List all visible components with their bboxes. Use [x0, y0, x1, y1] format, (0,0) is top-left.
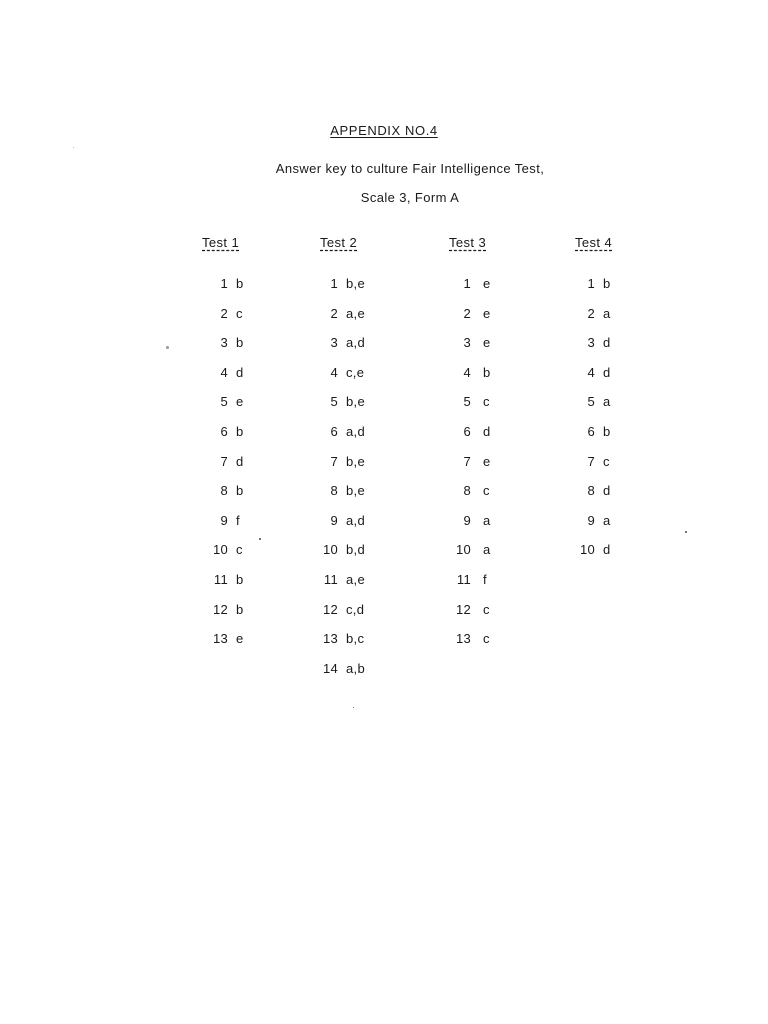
question-number: 9: [330, 512, 338, 528]
question-number: 5: [330, 394, 338, 410]
answer-row: [202, 424, 322, 454]
question-number: 7: [330, 453, 338, 469]
answer-row: [449, 394, 569, 424]
answer-row: [202, 365, 322, 395]
answer-row: [449, 335, 569, 365]
answer-value: b: [236, 483, 244, 499]
answer-row: [449, 365, 569, 395]
answer-value: d: [603, 542, 611, 558]
answer-row: [449, 424, 569, 454]
question-number: 10: [322, 542, 338, 558]
answer-value: a,b: [346, 660, 365, 676]
question-number: 10: [455, 542, 471, 558]
answer-value: d: [603, 483, 611, 499]
answer-row: [202, 631, 322, 661]
question-number: 8: [463, 483, 471, 499]
question-number: 11: [323, 571, 338, 587]
answer-row: [449, 542, 569, 572]
answer-value: b,e: [346, 276, 365, 291]
answer-row: [320, 394, 440, 424]
answer-value: a: [483, 512, 491, 528]
question-number: 12: [455, 601, 471, 617]
answer-value: c: [483, 483, 490, 499]
scan-speck: [73, 147, 74, 148]
answer-row: [449, 454, 569, 484]
question-number: 11: [456, 571, 471, 587]
question-number: 9: [220, 512, 228, 528]
answer-row: [320, 454, 440, 484]
answer-value: c: [483, 394, 490, 410]
question-number: 14: [322, 660, 338, 676]
question-number: 9: [587, 512, 595, 528]
answer-value: d: [603, 364, 611, 380]
question-number: 1: [220, 276, 228, 291]
answer-value: c: [483, 631, 490, 647]
question-number: 10: [212, 542, 228, 558]
answer-value: a,e: [346, 571, 365, 587]
scan-speck: [353, 707, 354, 708]
answer-row: [320, 572, 440, 602]
question-number: 4: [330, 364, 338, 380]
question-number: 1: [330, 276, 338, 291]
answer-row: [320, 602, 440, 632]
answer-row: [320, 306, 440, 336]
question-number: 6: [587, 423, 595, 439]
answer-row: [449, 483, 569, 513]
answer-row: [449, 306, 569, 336]
scan-speck: [166, 346, 169, 349]
answer-row: [202, 542, 322, 572]
question-number: 13: [322, 631, 338, 647]
answer-row: [202, 394, 322, 424]
question-number: 5: [220, 394, 228, 410]
answer-row: [575, 483, 695, 513]
answer-value: b: [603, 276, 611, 291]
answer-row: [320, 365, 440, 395]
question-number: 3: [330, 335, 338, 351]
answer-row: [202, 572, 322, 602]
answer-row: [202, 513, 322, 543]
answer-value: b,e: [346, 394, 365, 410]
answer-row: [575, 454, 695, 484]
question-number: 3: [220, 335, 228, 351]
answer-row: [202, 306, 322, 336]
question-number: 2: [463, 305, 471, 321]
question-number: 6: [330, 423, 338, 439]
answer-row: [575, 276, 695, 306]
scan-speck: [685, 531, 687, 533]
question-number: 12: [322, 601, 338, 617]
answer-value: d: [236, 364, 244, 380]
test-4-column: [575, 235, 695, 572]
answer-value: b: [236, 601, 244, 617]
answer-value: c,e: [346, 364, 365, 380]
test-3-header: Test 3: [449, 235, 487, 250]
question-number: 4: [220, 364, 228, 380]
answer-row: [320, 335, 440, 365]
answer-row: [320, 661, 440, 691]
answer-row: [202, 454, 322, 484]
test-1-column: [202, 235, 322, 661]
answer-row: [320, 542, 440, 572]
question-number: 3: [587, 335, 595, 351]
answer-value: b: [236, 276, 244, 291]
answer-value: f: [236, 512, 240, 528]
answer-value: e: [483, 276, 491, 291]
answer-row: [575, 365, 695, 395]
answer-row: [449, 602, 569, 632]
answer-value: b: [236, 335, 244, 351]
answer-value: f: [483, 571, 487, 587]
answer-value: a,d: [346, 335, 365, 351]
question-number: 7: [587, 453, 595, 469]
answer-value: c: [603, 453, 610, 469]
answer-row: [202, 335, 322, 365]
answer-value: a: [603, 512, 611, 528]
question-number: 7: [220, 453, 228, 469]
answer-row: [202, 602, 322, 632]
scan-speck: [259, 538, 261, 540]
question-number: 3: [463, 335, 471, 351]
answer-value: e: [236, 394, 244, 410]
answer-value: c,d: [346, 601, 365, 617]
test-2-column: [320, 235, 440, 690]
answer-value: e: [483, 305, 491, 321]
answer-value: b: [236, 423, 244, 439]
question-number: 6: [463, 423, 471, 439]
question-number: 13: [455, 631, 471, 647]
answer-value: a: [483, 542, 491, 558]
answer-value: c: [236, 542, 243, 558]
answer-row: [320, 483, 440, 513]
answer-row: [575, 335, 695, 365]
answer-value: a: [603, 394, 611, 410]
question-number: 1: [587, 276, 595, 291]
test-4-header: Test 4: [575, 235, 613, 250]
answer-value: a,e: [346, 305, 365, 321]
question-number: 1: [463, 276, 471, 291]
answer-value: a: [603, 305, 611, 321]
answer-row: [449, 572, 569, 602]
answer-row: [575, 394, 695, 424]
answer-row: [202, 276, 322, 306]
appendix-title-text: APPENDIX NO.4: [330, 123, 438, 138]
question-number: 10: [579, 542, 595, 558]
answer-value: e: [236, 631, 244, 647]
answer-value: e: [483, 453, 491, 469]
answer-value: d: [483, 423, 491, 439]
answer-row: [575, 424, 695, 454]
scale-form-subtitle: Scale 3, Form A: [360, 190, 460, 205]
answer-value: e: [483, 335, 491, 351]
question-number: 9: [463, 512, 471, 528]
test-1-header: Test 1: [202, 235, 240, 250]
answer-value: b,e: [346, 453, 365, 469]
answer-row: [320, 276, 440, 306]
question-number: 2: [220, 305, 228, 321]
answer-row: [449, 276, 569, 306]
question-number: 5: [587, 394, 595, 410]
answer-row: [320, 424, 440, 454]
answer-value: a,d: [346, 423, 365, 439]
answer-row: [320, 513, 440, 543]
answer-row: [449, 631, 569, 661]
answer-value: c: [236, 305, 243, 321]
question-number: 8: [220, 483, 228, 499]
question-number: 7: [463, 453, 471, 469]
question-number: 5: [463, 394, 471, 410]
question-number: 12: [212, 601, 228, 617]
answer-value: b: [603, 423, 611, 439]
answer-value: b: [236, 571, 244, 587]
question-number: 6: [220, 423, 228, 439]
answer-key-subtitle: Answer key to culture Fair Intelligence Test,: [275, 161, 545, 176]
answer-value: b,c: [346, 631, 365, 647]
answer-row: [449, 513, 569, 543]
answer-row: [575, 306, 695, 336]
answer-row: [202, 483, 322, 513]
answer-value: a,d: [346, 512, 365, 528]
answer-value: d: [603, 335, 611, 351]
answer-value: b,e: [346, 483, 365, 499]
question-number: 4: [463, 364, 471, 380]
answer-value: d: [236, 453, 244, 469]
question-number: 2: [587, 305, 595, 321]
question-number: 11: [213, 571, 228, 587]
answer-row: [320, 631, 440, 661]
answer-row: [575, 542, 695, 572]
question-number: 4: [587, 364, 595, 380]
question-number: 2: [330, 305, 338, 321]
question-number: 8: [587, 483, 595, 499]
appendix-title: [0, 123, 768, 138]
question-number: 13: [212, 631, 228, 647]
answer-value: b: [483, 364, 491, 380]
answer-value: c: [483, 601, 490, 617]
answer-value: b,d: [346, 542, 365, 558]
test-2-header: Test 2: [320, 235, 358, 250]
answer-row: [575, 513, 695, 543]
question-number: 8: [330, 483, 338, 499]
test-3-column: [449, 235, 569, 661]
